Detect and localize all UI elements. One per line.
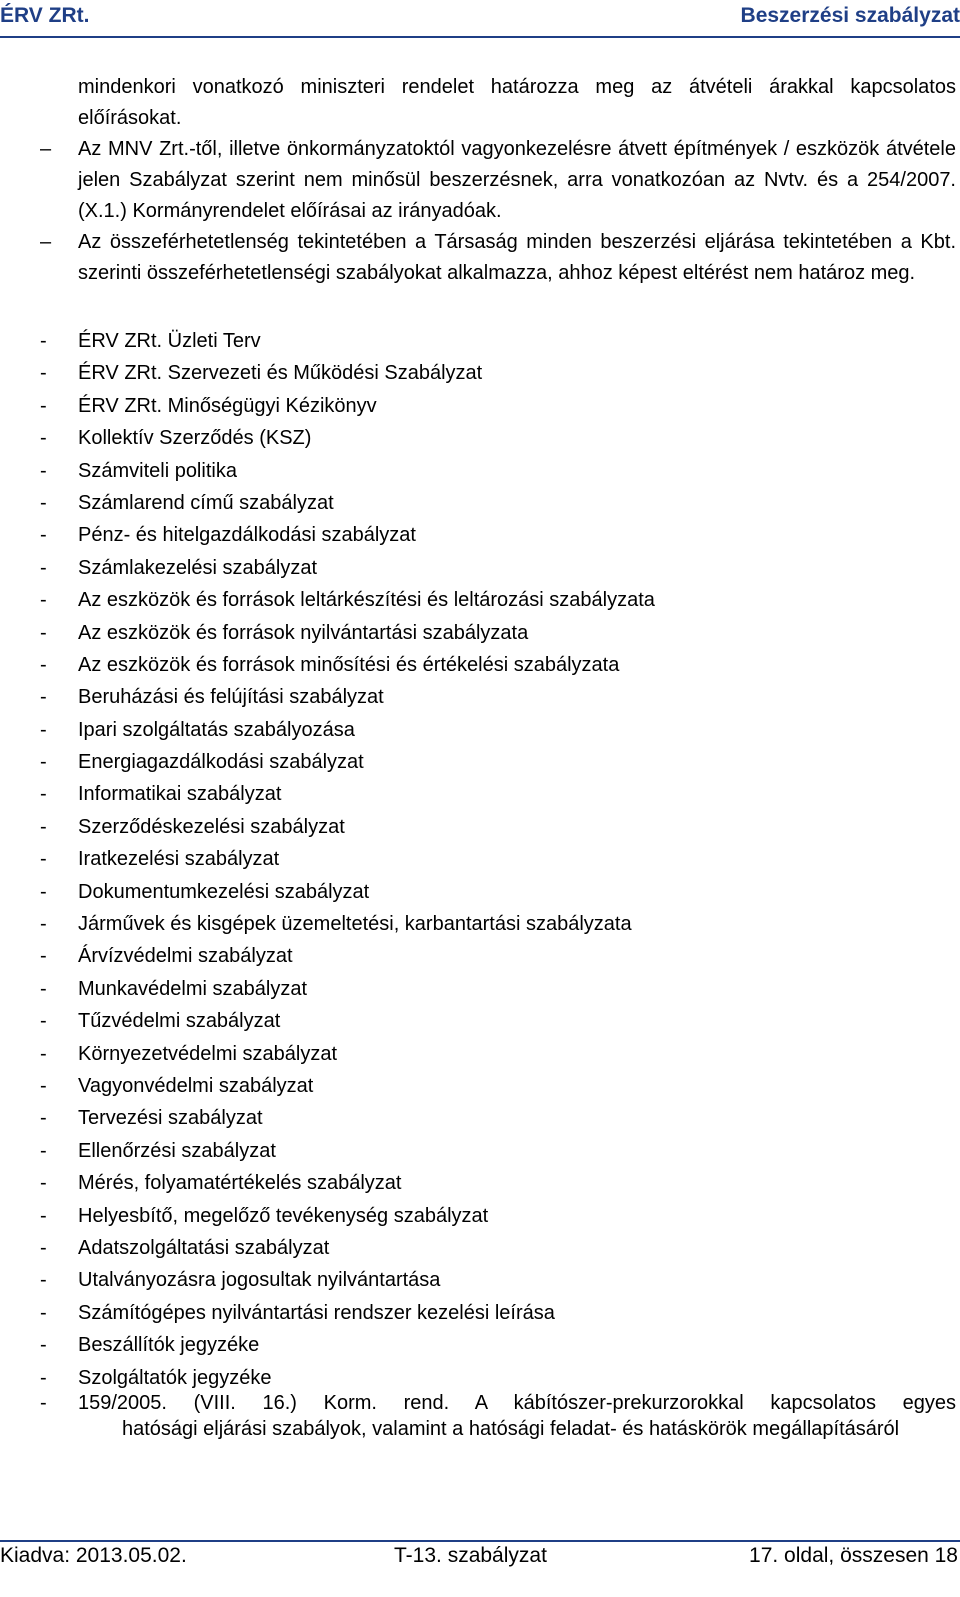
list-item xyxy=(40,714,956,746)
list-item xyxy=(40,973,956,1005)
list-item-text: Pénz- és hitelgazdálkodási szabályzat xyxy=(78,524,416,547)
continuation-paragraph: mindenkori vonatkozó miniszteri rendelet határozza meg az átvételi árakkal kapcsolatos előírásokat. xyxy=(78,76,956,129)
list-item xyxy=(40,487,956,519)
dash-item-text: Az MNV Zrt.-től, illetve önkormányzatoktól vagyonkezelésre átvett építmények / eszközök átvétele jelen Szabályzat szerint nem minősül beszerzésnek, arra vonatkozóan az Nvtv. és a 254/2007. (X.1.) Kormányrendelet előírásai az irányadóak. xyxy=(78,138,956,222)
list-item xyxy=(40,1070,956,1102)
list-bullet: - xyxy=(40,880,47,903)
list-bullet: - xyxy=(40,1301,47,1324)
list-bullet: - xyxy=(40,621,47,644)
list-item xyxy=(40,876,956,908)
list-item xyxy=(40,1232,956,1264)
list-item-text: Szerződéskezelési szabályzat xyxy=(78,815,345,838)
header-divider xyxy=(0,36,960,38)
list-item-text: ÉRV ZRt. Minőségügyi Kézikönyv xyxy=(78,394,377,417)
list-item xyxy=(40,1329,956,1361)
list-bullet: - xyxy=(40,913,47,936)
list-item-text: Energiagazdálkodási szabályzat xyxy=(78,751,364,774)
list-item xyxy=(40,455,956,487)
list-item xyxy=(40,357,956,389)
dash-bullet: – xyxy=(40,231,52,253)
list-item-text: Járművek és kisgépek üzemeltetési, karbantartási szabályzata xyxy=(78,913,632,936)
list-bullet: - xyxy=(40,1334,47,1357)
list-bullet: - xyxy=(40,945,47,968)
list-item xyxy=(40,681,956,713)
regulation-list xyxy=(40,325,956,1394)
list-item-text: ÉRV ZRt. Szervezeti és Működési Szabályzat xyxy=(78,362,483,385)
list-bullet: - xyxy=(40,1172,47,1195)
list-item-text: Munkavédelmi szabályzat xyxy=(78,977,307,1000)
list-bullet: - xyxy=(40,491,47,514)
list-item-text: Számlakezelési szabályzat xyxy=(78,556,317,579)
list-bullet: - xyxy=(40,1139,47,1162)
list-item-text-body: hatósági eljárási szabályok, valamint a hatósági feladat- és hatáskörök megállapításáról xyxy=(122,1418,900,1440)
list-item xyxy=(40,811,956,843)
page-footer xyxy=(0,1532,960,1597)
list-item-text: Iratkezelési szabályzat xyxy=(78,848,280,871)
list-bullet: - xyxy=(40,1010,47,1033)
footer-divider xyxy=(0,1540,960,1542)
list-item-text: Informatikai szabályzat xyxy=(78,783,282,806)
list-item-text: ÉRV ZRt. Üzleti Terv xyxy=(78,330,261,352)
list-item-text: Az eszközök és források minősítési és értékelési szabályzata xyxy=(78,653,620,676)
list-bullet: - xyxy=(40,589,47,612)
list-item xyxy=(40,1135,956,1167)
list-bullet: - xyxy=(40,977,47,1000)
header-document-title: Beszerzési szabályzat xyxy=(740,4,960,27)
list-bullet: - xyxy=(40,1392,47,1414)
list-item xyxy=(40,843,956,875)
list-item-text: Dokumentumkezelési szabályzat xyxy=(78,880,370,903)
list-bullet: - xyxy=(40,783,47,806)
dash-item-text: Az összeférhetetlenség tekintetében a Társaság minden beszerzési eljárása tekintetében a Kbt. szerinti összeférhetetlenségi szabályokat alkalmazza, ahhoz képest eltérést nem határoz meg. xyxy=(78,231,956,284)
footer-issue-date: Kiadva: 2013.05.02. xyxy=(0,1544,187,1567)
list-item-text: Számlarend című szabályzat xyxy=(78,491,334,514)
list-item xyxy=(40,1297,956,1329)
list-item xyxy=(40,1102,956,1134)
list-item-text: Számviteli politika xyxy=(78,459,237,482)
list-item-text: Helyesbítő, megelőző tevékenység szabályzat xyxy=(78,1204,489,1227)
list-item xyxy=(40,649,956,681)
dash-item-mnv xyxy=(40,134,956,227)
list-bullet: - xyxy=(40,556,47,579)
list-bullet: - xyxy=(40,1236,47,1259)
list-item-text: Az eszközök és források leltárkészítési és leltározási szabályzata xyxy=(78,589,655,612)
list-item xyxy=(40,1005,956,1037)
list-item-text: Árvízvédelmi szabályzat xyxy=(78,945,293,968)
list-item xyxy=(40,584,956,616)
list-item xyxy=(40,1167,956,1199)
list-bullet: - xyxy=(40,848,47,871)
list-item-text: Az eszközök és források nyilvántartási szabályzata xyxy=(78,621,529,644)
list-item-text: Vagyonvédelmi szabályzat xyxy=(78,1074,314,1097)
list-item xyxy=(40,908,956,940)
dash-item-osszeferhetetlenseg xyxy=(40,227,956,289)
list-item-text: Kollektív Szerződés (KSZ) xyxy=(78,427,312,450)
list-item-text: Ellenőrzési szabályzat xyxy=(78,1139,276,1162)
list-bullet: - xyxy=(40,524,47,547)
list-bullet: - xyxy=(40,1366,47,1389)
list-item xyxy=(40,519,956,551)
list-item xyxy=(40,1200,956,1232)
list-item xyxy=(40,940,956,972)
list-item xyxy=(40,552,956,584)
list-item-text: Szolgáltatók jegyzéke xyxy=(78,1366,272,1389)
list-bullet: - xyxy=(40,1204,47,1227)
list-item-text: Ipari szolgáltatás szabályozása xyxy=(78,718,355,741)
list-item xyxy=(40,422,956,454)
list-item-text: Tűzvédelmi szabályzat xyxy=(78,1010,281,1033)
list-bullet: - xyxy=(40,394,47,417)
list-item-text-head: 159/2005. (VIII. 16.) Korm. rend. A kábítószer-prekurzorokkal kapcsolatos egyes xyxy=(78,1392,956,1414)
dash-bullet: – xyxy=(40,138,52,160)
list-item-text: Beszállítók jegyzéke xyxy=(78,1334,260,1357)
list-bullet: - xyxy=(40,1107,47,1130)
footer-page-number: 17. oldal, összesen 18 xyxy=(749,1544,958,1567)
list-bullet: - xyxy=(40,1042,47,1065)
list-item-text: Beruházási és felújítási szabályzat xyxy=(78,686,384,709)
list-bullet: - xyxy=(40,427,47,450)
list-item-text: Adatszolgáltatási szabályzat xyxy=(78,1236,330,1259)
list-bullet: - xyxy=(40,718,47,741)
list-bullet: - xyxy=(40,1269,47,1292)
list-bullet: - xyxy=(40,751,47,774)
list-item xyxy=(40,1264,956,1296)
list-item xyxy=(40,390,956,422)
list-item xyxy=(40,1038,956,1070)
list-item-text: Tervezési szabályzat xyxy=(78,1107,263,1130)
list-item xyxy=(40,746,956,778)
list-bullet: - xyxy=(40,815,47,838)
header-company: ÉRV ZRt. xyxy=(0,4,90,27)
list-item xyxy=(40,325,956,357)
list-item-text: Számítógépes nyilvántartási rendszer kezelési leírása xyxy=(78,1301,555,1324)
list-item-text: Utalványozásra jogosultak nyilvántartása xyxy=(78,1269,441,1292)
list-bullet: - xyxy=(40,686,47,709)
list-item xyxy=(40,778,956,810)
list-bullet: - xyxy=(40,653,47,676)
list-item-text: Környezetvédelmi szabályzat xyxy=(78,1042,338,1065)
page-header xyxy=(0,0,960,48)
footer-document-code: T-13. szabályzat xyxy=(394,1544,547,1567)
list-item xyxy=(40,617,956,649)
list-bullet: - xyxy=(40,459,47,482)
list-bullet: - xyxy=(40,330,47,352)
list-bullet: - xyxy=(40,1074,47,1097)
list-bullet: - xyxy=(40,362,47,385)
list-item-text: Mérés, folyamatértékelés szabályzat xyxy=(78,1172,402,1195)
